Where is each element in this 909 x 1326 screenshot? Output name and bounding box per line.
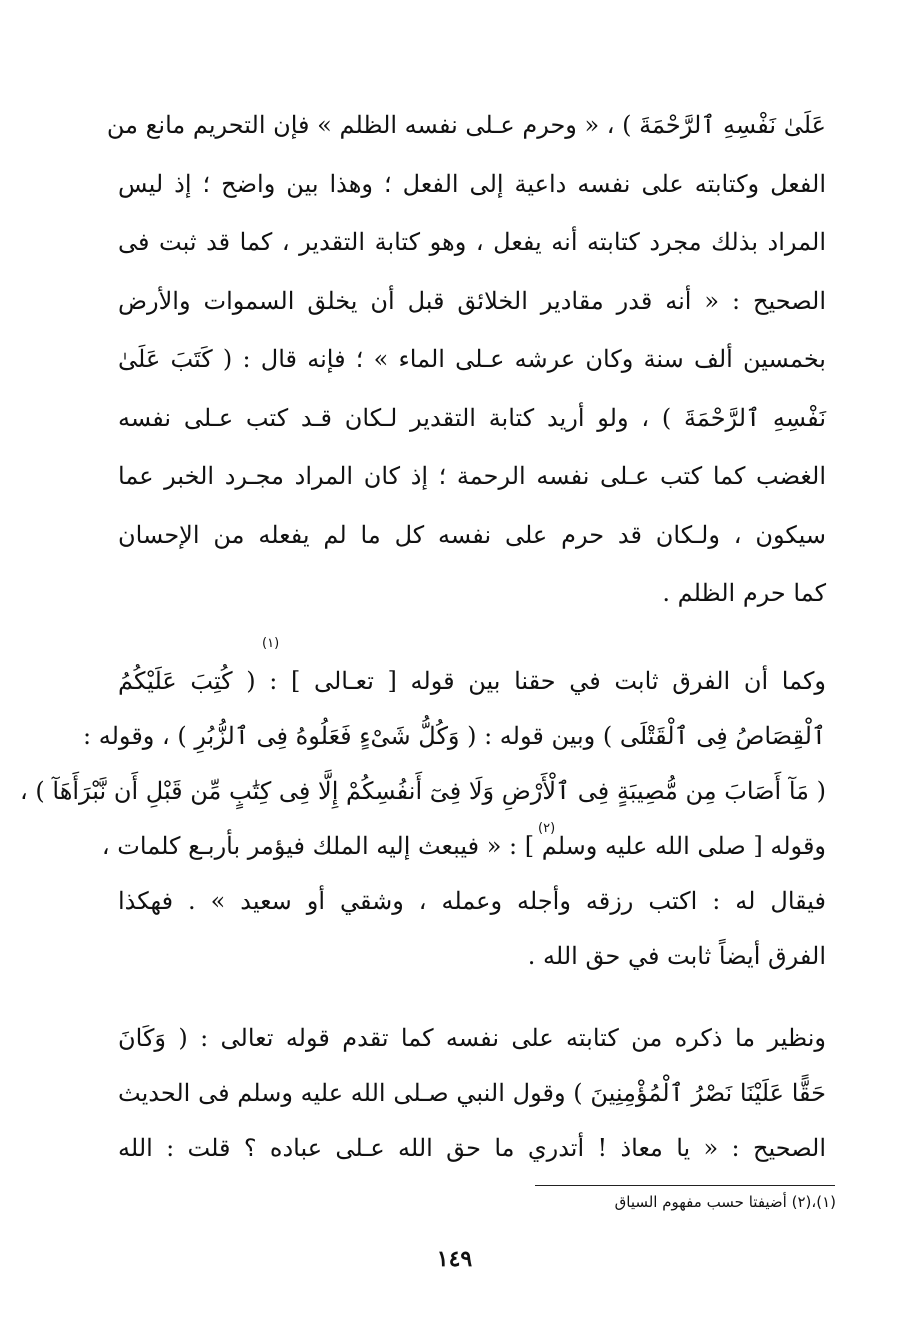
text-line: الغضب كما كتب عـلى نفسه الرحمة ؛ إذ كان المراد مجـرد الخبر عما	[118, 462, 826, 490]
text-line: وكما أن الفرق ثابت في حقنا بين قوله [ تعـالى ] : ( كُتِبَ عَلَيْكُمُ	[118, 667, 826, 695]
text-line: كما حرم الظلم .	[662, 579, 826, 607]
text-line: ( مَآ أَصَابَ مِن مُّصِيبَةٍ فِى ٱلْأَرْضِ وَلَا فِىٓ أَنفُسِكُمْ إِلَّا فِى كِتَٰبٍ مِّن قَبْلِ أَن نَّبْرَأَهَآ ) ،	[20, 777, 826, 805]
paragraph-1	[106, 96, 826, 623]
text-line: الصحيح : « أنه قدر مقادير الخلائق قبل أن يخلق السموات والأرض	[118, 286, 826, 315]
footnote: (١)،(٢) أضيفتا حسب مفهوم السياق	[614, 1193, 836, 1211]
page-number: ١٤٩	[436, 1246, 473, 1272]
text-line: وقوله [ صلى الله عليه وسلم ] : « فيبعث إليه الملك فيؤمر بأربـع كلمات ،	[101, 832, 826, 860]
paragraph-2	[20, 654, 826, 984]
paragraph-3	[118, 1011, 826, 1176]
footnote-separator	[535, 1185, 835, 1186]
text-line: حَقًّا عَلَيْنَا نَصْرُ ٱلْمُؤْمِنِينَ ) وقول النبي صـلى الله عليه وسلم فى الحديث	[118, 1079, 826, 1107]
text-line: الصحيح : « يا معاذ ! أتدري ما حق الله عـلى عباده ؟ قلت : الله	[118, 1134, 826, 1162]
footnote-marker-1: (١)	[262, 636, 280, 651]
text-line: الفرق أيضاً ثابت في حق الله .	[527, 942, 826, 970]
text-line: ونظير ما ذكره من كتابته على نفسه كما تقدم قوله تعالى : ( وَكَانَ	[118, 1024, 826, 1052]
text-line: المراد بذلك مجرد كتابته أنه يفعل ، وهو كتابة التقدير ، كما قد ثبت فى	[118, 228, 826, 256]
text-line: ٱلْقِصَاصُ فِى ٱلْقَتْلَى ) وبين قوله : ( وَكُلُّ شَىْءٍ فَعَلُوهُ فِى ٱلزُّبُرِ ) ، وقوله :	[83, 722, 826, 750]
text-line: الفعل وكتابته على نفسه داعية إلى الفعل ؛ وهذا بين واضح ؛ إذ ليس	[118, 169, 826, 198]
text-line: فيقال له : اكتب رزقه وأجله وعمله ، وشقي أو سعيد » . فهكذا	[118, 887, 826, 915]
text-line: سيكون ، ولـكان قد حرم على نفسه كل ما لم يفعله من الإحسان	[118, 520, 826, 549]
footnote-marker-2: (٢)	[538, 821, 556, 836]
text-line: بخمسين ألف سنة وكان عرشه عـلى الماء » ؛ فإنه قال : ( كَتَبَ عَلَىٰ	[118, 345, 826, 373]
text-line: عَلَىٰ نَفْسِهِ ٱلرَّحْمَةَ ) ، « وحرم عـلى نفسه الظلم » فإن التحريم مانع من	[106, 111, 826, 139]
text-line: نَفْسِهِ ٱلرَّحْمَةَ ) ، ولو أريد كتابة التقدير لـكان قـد كتب عـلى نفسه	[118, 403, 826, 432]
